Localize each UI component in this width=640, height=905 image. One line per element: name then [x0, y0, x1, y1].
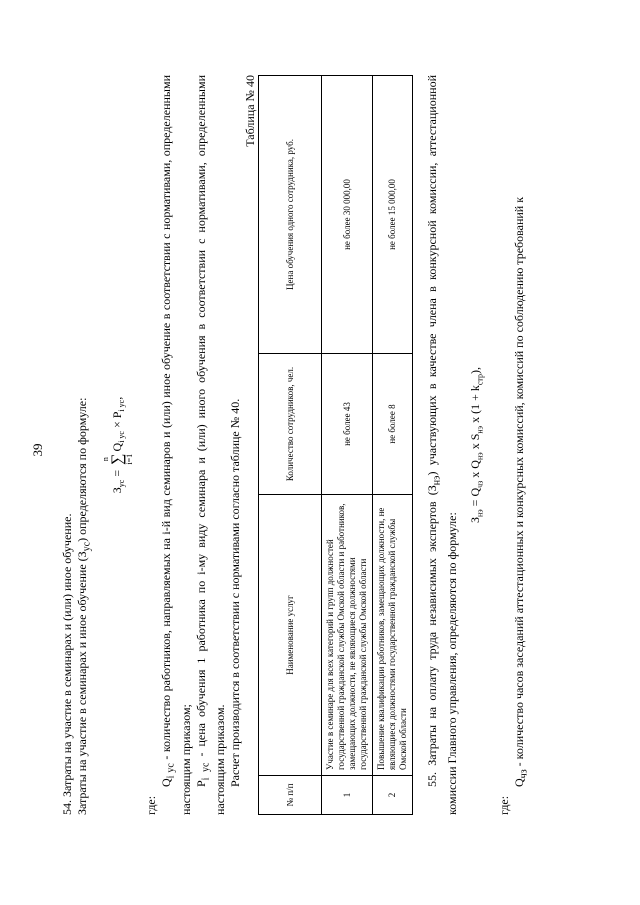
table-row — [373, 76, 413, 815]
where-label: где: — [144, 795, 159, 815]
row-num: 1 — [322, 776, 373, 815]
calculation-note: Расчет производится в соответствии с нормативами согласно таблице № 40. — [228, 398, 243, 787]
table-40 — [258, 75, 413, 815]
definition-q: $Q_{i ус}$ - количество работников, направляемых на i-й вид семинаров и (или) иное обучение в соответствии с нормативами, определенными настоящим приказом; — [159, 75, 193, 815]
definition-p: $P_{i ус}$ - цена обучения 1 работника по i-му виду семинара и (или) иного обучения в соответствии с нормативами, определенными настоящим приказом. — [193, 75, 228, 815]
where-label-55: где: — [496, 795, 511, 815]
row-service-name: Участие в семинаре для всех категорий и групп должностей государственной гражданской службы Омской области и работников, замещающих должности, не являющиеся должностями государственной гражданской службы Омской области — [322, 495, 373, 776]
row-num: 2 — [373, 776, 413, 815]
formula-expert-costs: $З_{нэ} = Q_{чз}$ x $Q_{нэ}$ x $S_{нэ}$ x $(1 + k_{стр})$, — [467, 366, 484, 524]
table-caption: Таблица № 40 — [243, 75, 258, 147]
table-row — [322, 76, 373, 815]
row-service-name: Повышение квалификации работников, замещающих должности, не являющиеся должностями государственной гражданской службы Омской области — [373, 495, 413, 776]
definition-q-hours: $Q_{чз}$ - количество часов заседаний аттестационных и конкурсных комиссий, комиссий по соблюдению требований к — [511, 196, 530, 787]
row-employee-count: не более 43 — [322, 354, 373, 495]
row-price: не более 15 000,00 — [373, 76, 413, 354]
row-price: не более 30 000,00 — [322, 76, 373, 354]
sum-symbol: n ∑ i=1 — [101, 453, 135, 465]
header-price: Цена обучения одного сотрудника, руб. — [259, 76, 322, 354]
section-55-intro: 55. Затраты на оплату труда независимых экспертов $(З_{нэ})$ участвующих в качестве члена в конкурсной комиссии, аттестационной комиссии Главного управления, определяются по формуле: — [425, 75, 459, 815]
page-number: 39 — [30, 443, 45, 457]
section-54-heading: 54. Затраты на участие в семинарах и (или) иное обучение. — [60, 513, 74, 815]
row-employee-count: не более 8 — [373, 354, 413, 495]
header-service-name: Наименование услуг — [259, 495, 322, 776]
header-num: № п/п — [259, 776, 322, 815]
table-header-row — [259, 76, 322, 815]
section-54-intro: Затраты на участие в семинарах и иное обучение $(З_{ус})$ определяются по формуле: — [75, 397, 93, 815]
header-employee-count: Количество сотрудников, чел. — [259, 354, 322, 495]
page-content — [60, 75, 531, 815]
formula-training-costs: $З_{ус} = n$ ∑ $i=1Q_{i ус} \times P_{i ус}$, — [101, 396, 135, 494]
